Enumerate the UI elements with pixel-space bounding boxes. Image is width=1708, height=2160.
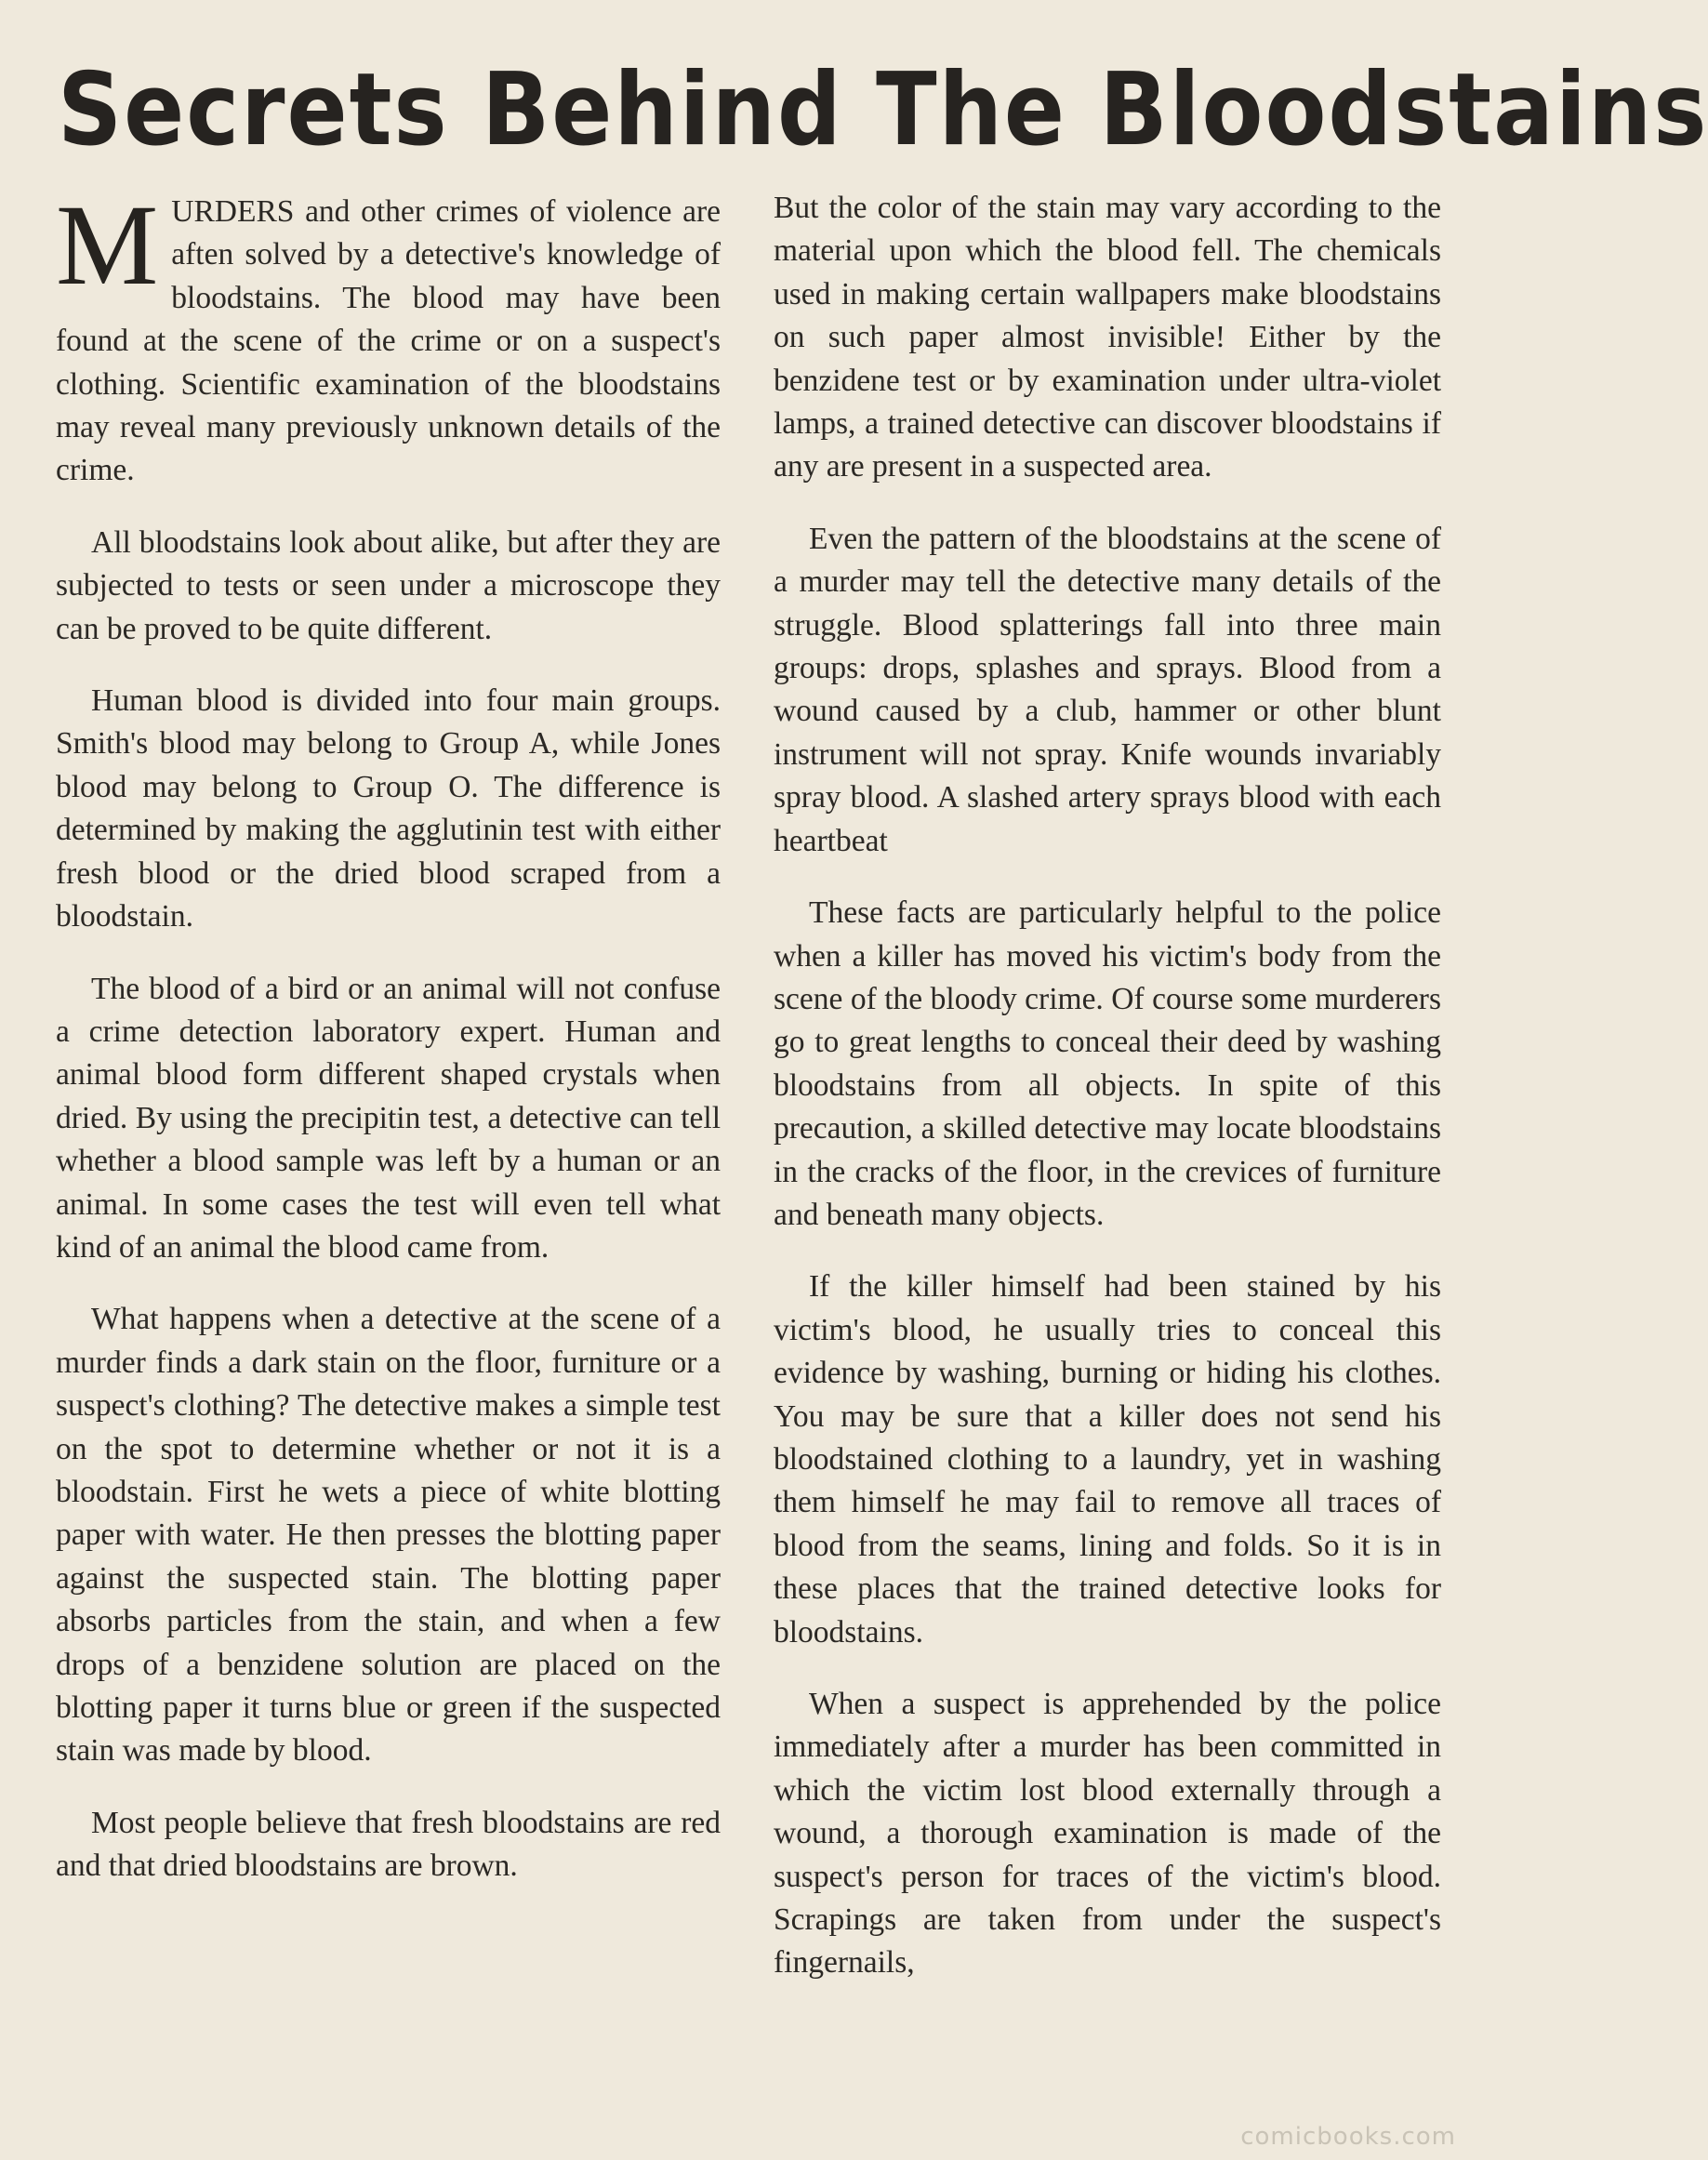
paragraph: If the killer himself had been stained by his victim's blood, he usually tries to conceal this evidence by washing, burning or hiding his clothes. You may be sure that a killer does not send his bloodstained clothing to a laundry, yet in washing them himself he may fail to remove all traces of blood from the seams, lining and folds. So it is in these places that the trained detective looks for bloodstains.: [774, 1269, 1441, 1650]
paragraph: All bloodstains look about alike, but after they are subjected to tests or seen under a microscope they can be proved to be quite different.: [56, 524, 721, 646]
paragraph: These facts are particularly helpful to the police when a killer has moved his victim's body from the scene of the bloody crime. Of course some murderers go to great lengths to conceal their deed by washing bloodstains from all objects. In spite of this precaution, a skilled detective may locate bloodstains in the cracks of the floor, in the crevices of furniture and beneath many objects.: [774, 895, 1441, 1232]
paragraph: Even the pattern of the bloodstains at the scene of a murder may tell the detective many details of the struggle. Blood splatterings fall into three main groups: drops, splashes and sprays. Blood from a wound caused by a club, hammer or other blunt instrument will not spray. Knife wounds invariably spray blood. A slashed artery sprays blood with each heartbeat: [774, 521, 1441, 858]
right-column: [774, 187, 1441, 2014]
paragraph: Most people believe that fresh bloodstains are red and that dried bloodstains are brown.: [56, 1805, 721, 1884]
left-column: [56, 181, 721, 1917]
paragraph: Human blood is divided into four main groups. Smith's blood may belong to Group A, while Jones blood may belong to Group O. The difference is determined by making the agglutinin test with either fresh blood or the dried blood scraped from a bloodstain.: [56, 683, 721, 934]
paragraph: What happens when a detective at the scene of a murder finds a dark stain on the floor, furniture or a suspect's clothing? The detective makes a simple test on the spot to determine whether or not it is a bloodstain. First he wets a piece of white blotting paper with water. He then presses the blotting paper against the suspected stain. The blotting paper absorbs particles from the stain, and when a few drops of a benzidene solution are placed on the blotting paper it turns blue or green if the suspected stain was made by blood.: [56, 1302, 721, 1769]
paragraph: But the color of the stain may vary according to the material upon which the blood fell. The chemicals used in making certain wallpapers make bloodstains on such paper almost invisible! Either by the benzidene test or by examination under ultra-violet lamps, a trained detective can discover bloodstains if any are present in a suspected area.: [774, 191, 1441, 484]
paragraph: [56, 181, 721, 493]
paragraph-text: URDERS and other crimes of violence are aften solved by a detective's knowledge of bloodstains. The blood may have been found at the scene of the crime or on a suspect's clothing. Scientific examination of the bloodstains may reveal many previously unknown details of the crime.: [56, 194, 721, 488]
paragraph: When a suspect is apprehended by the police immediately after a murder has been committed in which the victim lost blood externally through a wound, a thorough examination is made of the suspect's person for traces of the victim's blood. Scrapings are taken from under the suspect's fingernails,: [774, 1687, 1441, 1981]
article-title: Secrets Behind The Bloodstains: [58, 51, 1708, 168]
drop-cap: M: [56, 181, 159, 309]
watermark: comicbooks.com: [1240, 2123, 1456, 2151]
paragraph: The blood of a bird or an animal will not confuse a crime detection laboratory expert. Human and animal blood form different shaped crystals when dried. By using the precipitin test, a detective can tell whether a blood sample was left by a human or an animal. In some cases the test will even tell what kind of an animal the blood came from.: [56, 971, 721, 1265]
